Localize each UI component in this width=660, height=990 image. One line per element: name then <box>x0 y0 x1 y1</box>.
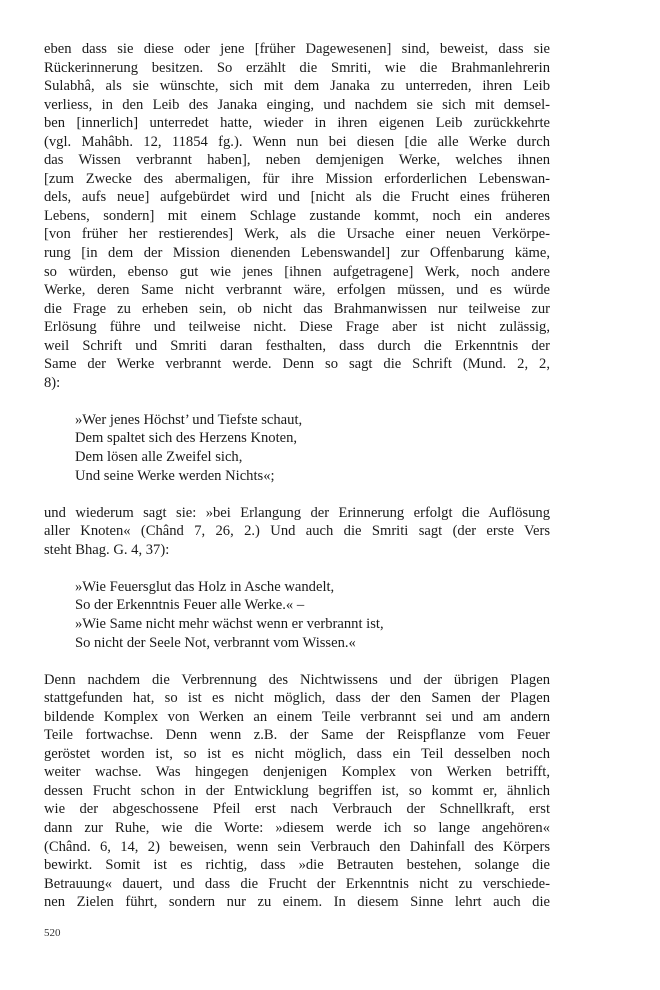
text-line: (vgl. Mahâbh. 12, 11854 fg.). Wenn nun bei diesen [die alle Werke durch <box>44 133 550 150</box>
text-line: bewirkt. Somit ist es richtig, dass »die Betrauten bestehen, solange die <box>44 857 550 874</box>
text-line: die Frage zu erheben sein, ob nicht das Brahmanwissen nur teilweise zur <box>44 300 550 317</box>
text-line: bildende Komplex von Werken an einem Teile verbrannt sei und am andern <box>44 708 550 725</box>
page-body <box>44 40 550 912</box>
text-line: Denn nachdem die Verbrennung des Nichtwissens und der übrigen Plagen <box>44 671 550 688</box>
text-line: steht Bhag. G. 4, 37): <box>44 541 170 558</box>
verse-line: Dem spaltet sich des Herzens Knoten, <box>75 430 298 447</box>
text-line: dessen Frucht schon in der Entwicklung begriffen ist, so kommt er, ähnlich <box>44 782 550 799</box>
text-line: Teile fortwachse. Denn wenn z.B. der Same der Reispflanze vom Feuer <box>44 727 550 744</box>
verse-line: »Wie Feuersglut das Holz in Asche wandelt, <box>75 578 335 595</box>
text-line: das Wissen verbrannt haben], neben demjenigen Werke, welches ihnen <box>44 152 550 169</box>
text-line: weil Schrift und Smriti daran festhalten, dass durch die Erkenntnis der <box>44 337 550 354</box>
verse-line: Und seine Werke werden Nichts«; <box>75 467 275 484</box>
verse-block-1 <box>44 411 550 485</box>
text-line: Same der Werke verbrannt werde. Denn so sagt die Schrift (Mund. 2, 2, <box>44 356 550 373</box>
text-line: dels, aufs neue] aufgebürdet wird und [nicht als die Frucht eines früheren <box>44 189 550 206</box>
text-line: rung [in dem der Mission dienenden Lebenswandel] zur Offenbarung käme, <box>44 245 550 262</box>
text-line: Lebens, sondern] mit einem Schlage zustande kommt, noch ein anderes <box>44 207 550 224</box>
text-line: so würden, ebenso gut wie jenes [ihnen aufgetragene] Werk, noch andere <box>44 263 550 280</box>
paragraph-3 <box>44 671 550 912</box>
text-line: geröstet worden ist, so ist es nicht möglich, dass ein Teil desselben noch <box>44 745 550 762</box>
text-line: wie der abgeschossene Pfeil erst nach Verbrauch der Schnellkraft, erst <box>44 801 550 818</box>
text-line: dann zur Ruhe, wie die Worte: »diesem werde ich so lange angehören« <box>44 819 550 836</box>
text-line: 8): <box>44 374 61 391</box>
text-line: Sulabhâ, als sie wünschte, sich mit dem Janaka zu unterreden, ihren Leib <box>44 78 550 95</box>
text-line: (Chând. 6, 14, 2) beweisen, wenn sein Verbrauch den Dahinfall des Körpers <box>44 838 550 855</box>
text-line: Betrauung« dauert, und dass die Frucht der Erkenntnis nicht zu verschiede- <box>44 875 550 892</box>
verse-line: »Wie Same nicht mehr wächst wenn er verbrannt ist, <box>75 615 384 632</box>
text-line: verliess, in den Leib des Janaka einging, und nachdem sie sich mit demsel- <box>44 96 550 113</box>
text-line: nen Zielen führt, sondern nur zu einem. In diesem Sinne lehrt auch die <box>44 894 550 911</box>
text-line: eben dass sie diese oder jene [früher Dagewesenen] sind, beweist, dass sie <box>44 41 550 57</box>
text-line: Erlösung führe und teilweise nicht. Diese Frage aber ist nicht zulässig, <box>44 319 550 336</box>
paragraph-gap <box>44 652 550 671</box>
paragraph-2 <box>44 504 550 560</box>
paragraph-gap <box>44 392 550 411</box>
verse-line: So der Erkenntnis Feuer alle Werke.« – <box>75 597 305 614</box>
paragraph-gap <box>44 485 550 504</box>
text-line: Rückerinnerung besitzen. So erzählt die Smriti, wie die Brahmanlehrerin <box>44 59 550 76</box>
text-line: stattgefunden hat, so ist es nicht möglich, dass der den Samen der Plagen <box>44 690 550 707</box>
text-line: [zum Zwecke des abermaligen, für ihre Mission erforderlichen Lebenswan- <box>44 170 550 187</box>
verse-line: So nicht der Seele Not, verbrannt vom Wissen.« <box>75 634 356 651</box>
text-line: ben [innerlich] unterredet hatte, wieder in ihren eigenen Leib zurückkehrte <box>44 115 550 132</box>
text-line: weiter wachse. Was hingegen denjenigen Komplex von Werken betrifft, <box>44 764 550 781</box>
text-line: aller Knoten« (Chând 7, 26, 2.) Und auch die Smriti sagt (der erste Vers <box>44 523 550 540</box>
paragraph-gap <box>44 559 550 578</box>
paragraph-1 <box>44 40 550 392</box>
text-line: Werke, deren Same nicht verbrannt wäre, erfolgen müssen, und es würde <box>44 282 550 299</box>
verse-line: »Wer jenes Höchst’ und Tiefste schaut, <box>75 411 303 428</box>
verse-block-2 <box>44 578 550 652</box>
page-number: 520 <box>44 927 61 939</box>
text-line: [von früher her restierendes] Werk, als die Ursache einer neuen Verkörpe- <box>44 226 550 243</box>
verse-line: Dem lösen alle Zweifel sich, <box>75 449 243 466</box>
text-line: und wiederum sagt sie: »bei Erlangung der Erinnerung erfolgt die Auflösung <box>44 504 550 521</box>
